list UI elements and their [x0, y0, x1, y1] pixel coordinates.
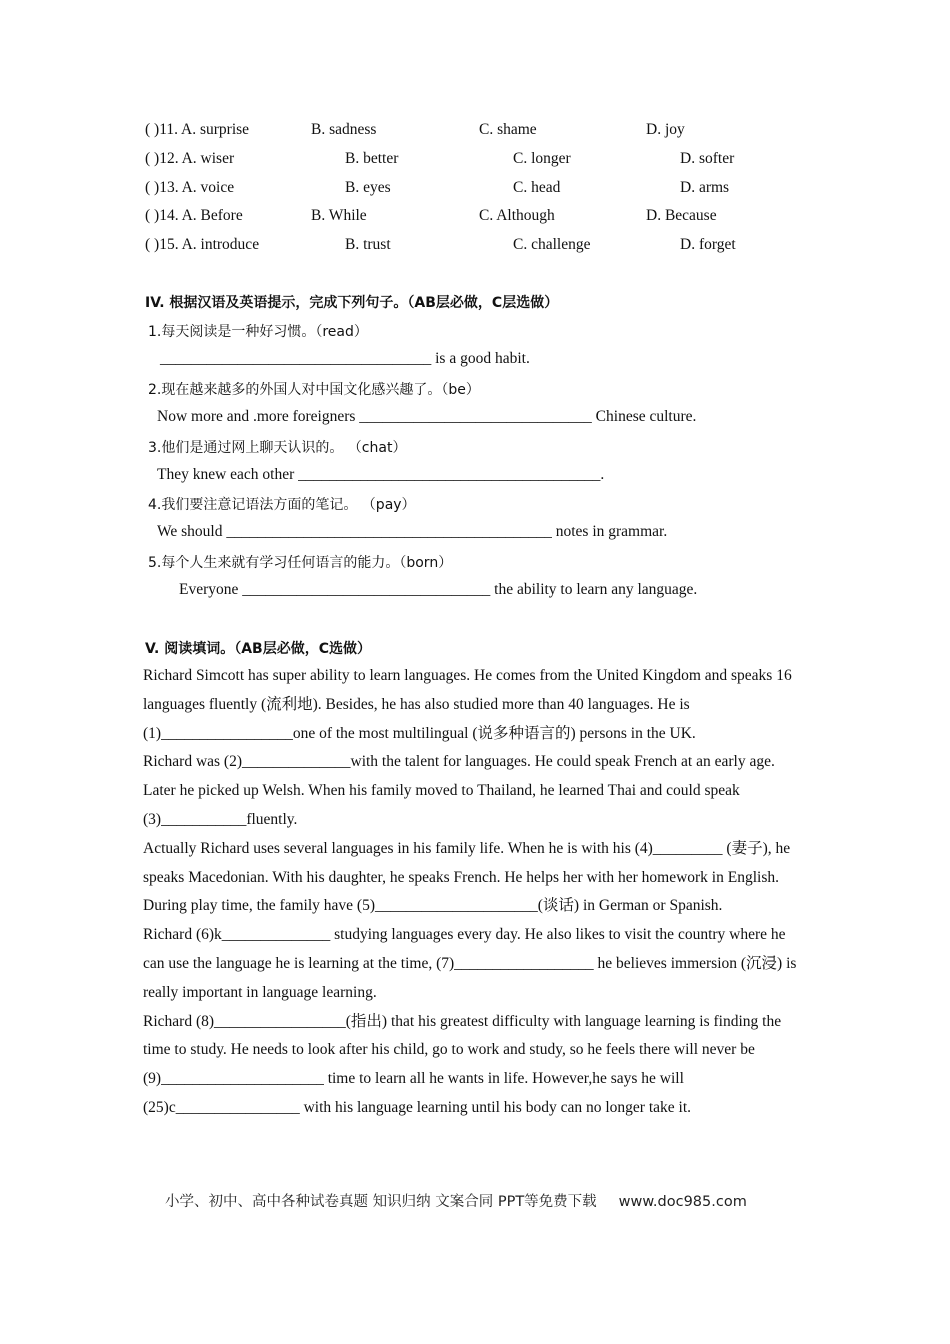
- mcq-option-c: C. Although: [479, 207, 555, 225]
- passage-paragraph: Actually Richard uses several languages in his family life. When he is with his (4)_________ (妻子), he speaks Macedonian. With his daughter, he speaks French. He helps her with her homework in English. During play time, the family have (5)_____________________(谈话) in German or Spanish.: [143, 839, 791, 915]
- passage-paragraph: Richard was (2)______________with the talent for languages. He could speak French at an early age. Later he picked up Welsh. When his family moved to Thailand, he learned Thai and could speak (3)___________fluently.: [143, 753, 775, 828]
- sentence-answer-line: They knew each other _______________________________________.: [157, 466, 605, 483]
- mcq-row: [145, 233, 845, 262]
- sentence-answer-line: ___________________________________ is a good habit.: [160, 350, 530, 367]
- sentence-answer-line: Now more and .more foreigners ______________________________ Chinese culture.: [157, 408, 697, 425]
- mcq-option-b: B. trust: [345, 236, 391, 254]
- mcq-option-d: D. Because: [646, 207, 717, 225]
- mcq-question: ( )12. A. wiser: [145, 149, 235, 167]
- mcq-option-b: B. While: [311, 207, 367, 225]
- sentence-answer-line: Everyone ________________________________ the ability to learn any language.: [179, 581, 698, 598]
- passage-paragraph: Richard Simcott has super ability to learn languages. He comes from the United Kingdom and speaks 16 languages fluently (流利地). Besides, he has also studied more than 40 languages. He is (1)_________________one of the most multilingual (说多种语言的) persons in the UK.: [143, 667, 792, 742]
- mcq-option-c: C. challenge: [513, 236, 591, 254]
- mcq-option-c: C. longer: [513, 149, 571, 167]
- sentence-prompt: 5.每个人生来就有学习任何语言的能力。（born）: [148, 555, 453, 571]
- footer-site-link[interactable]: www.doc985.com: [618, 1194, 747, 1210]
- sentence-prompt: 2.现在越来越多的外国人对中国文化感兴趣了。（be）: [148, 382, 480, 398]
- sentence-prompt: 4.我们要注意记语法方面的笔记。 （pay）: [148, 497, 416, 513]
- sentence-prompt: 3.他们是通过网上聊天认识的。 （chat）: [148, 440, 407, 456]
- mcq-option-d: D. joy: [646, 121, 685, 138]
- mcq-option-d: D. softer: [680, 149, 735, 167]
- section-5-title: V. 阅读填词。（AB层必做，C选做）: [145, 641, 372, 657]
- mcq-option-c: C. shame: [479, 121, 537, 138]
- mcq-question: ( )11. A. surprise: [145, 121, 250, 138]
- mcq-option-b: B. sadness: [311, 121, 377, 138]
- page-footer: [165, 1190, 747, 1211]
- mcq-option-b: B. eyes: [345, 178, 391, 196]
- sentence-answer-line: We should __________________________________________ notes in grammar.: [157, 523, 668, 540]
- mcq-row: [145, 118, 845, 147]
- section-4-title: IV. 根据汉语及英语提示，完成下列句子。（AB层必做，C层选做）: [145, 295, 559, 311]
- mcq-question: ( )13. A. voice: [145, 178, 235, 196]
- sentence-prompt: 1.每天阅读是一种好习惯。（read）: [148, 324, 368, 340]
- mcq-row: [145, 204, 845, 233]
- mcq-question: ( )14. A. Before: [145, 207, 243, 225]
- mcq-option-b: B. better: [345, 149, 399, 167]
- mcq-question: ( )15. A. introduce: [145, 236, 260, 254]
- reading-passage: [143, 662, 808, 1123]
- mcq-option-d: D. forget: [680, 236, 736, 254]
- footer-text: 小学、初中、高中各种试卷真题 知识归纳 文案合同 PPT等免费下载: [165, 1194, 597, 1210]
- passage-paragraph: Richard (8)_________________(指出) that his greatest difficulty with language learning is finding the time to study. He needs to look after his child, go to work and study, so he feels there will never be (9)_____________________ time to learn all he wants in life. However,he says he will (25)c________________ with his language learning until his body can no longer take it.: [143, 1012, 782, 1116]
- mcq-row: [145, 176, 845, 205]
- mcq-option-c: C. head: [513, 178, 561, 196]
- multiple-choice-block: [145, 118, 845, 262]
- passage-paragraph: Richard (6)k______________ studying languages every day. He also likes to visit the country where he can use the language he is learning at the time, (7)__________________ he believes immersion (沉浸) is really important in language learning.: [143, 926, 797, 1001]
- mcq-row: [145, 147, 845, 176]
- mcq-option-d: D. arms: [680, 178, 730, 196]
